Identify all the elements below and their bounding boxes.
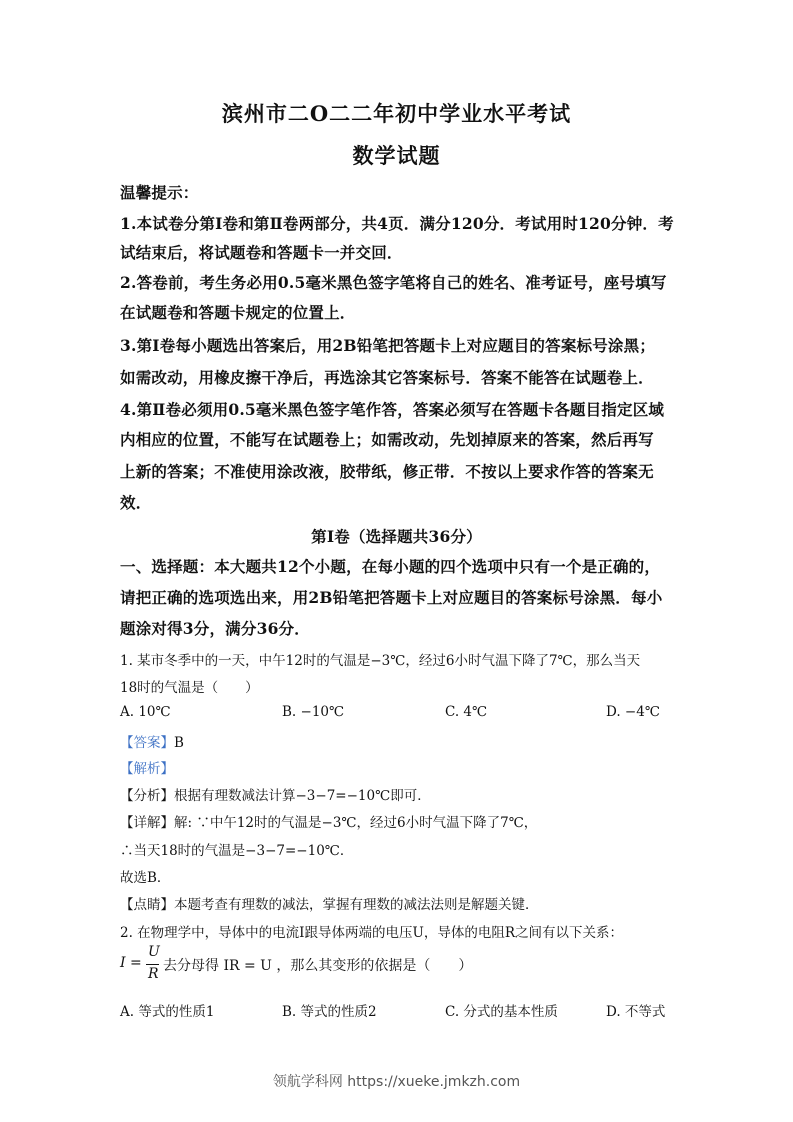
q1-answer	[120, 731, 680, 751]
section-intro: 一、选择题：本大题共12个小题，在每小题的四个选项中只有一个是正确的，	[120, 557, 661, 576]
q1-analysis-line: 故选B．	[120, 870, 171, 886]
q2-option-d: D. 不等式	[606, 1004, 666, 1020]
answer-tag: 【答案】	[120, 735, 174, 751]
q1-option-c: C. 4℃	[445, 704, 488, 720]
notice-line: 内相应的位置，不能写在试题卷上；如需改动，先划掉原来的答案，然后再写	[120, 430, 654, 449]
notice-line: 试结束后，将试题卷和答题卡一并交回．	[120, 243, 403, 262]
formula-lhs: I =	[120, 955, 142, 971]
notice-line: 在试题卷和答题卡规定的位置上．	[120, 303, 356, 322]
notice-line: 2.答卷前，考生务必用0.5毫米黑色签字笔将自己的姓名、准考证号，座号填写	[120, 273, 667, 292]
footer-watermark: 领航学科网 https://xueke.jmkzh.com	[272, 1074, 521, 1090]
page-title: 滨州市二O二二年初中学业水平考试	[221, 101, 572, 126]
section-intro: 请把正确的选项选出来，用2B铅笔把答题卡上对应题目的答案标号涂黑．每小	[120, 588, 663, 607]
answer-value: B	[174, 735, 184, 751]
notice-line: 如需改动，用橡皮擦干净后，再选涂其它答案标号．答案不能答在试题卷上．	[120, 368, 654, 387]
notice-line: 1.本试卷分第Ⅰ卷和第Ⅱ卷两部分，共4页．满分120分．考试用时120分钟．考	[120, 214, 674, 233]
q1-analysis-line: 【点睛】本题考查有理数的减法，掌握有理数的减法法则是解题关键．	[120, 897, 539, 913]
q2-option-b: B. 等式的性质2	[282, 1004, 377, 1020]
q1-option-d: D. −4℃	[606, 704, 660, 720]
q2-stem: 2. 在物理学中，导体中的电流Ⅰ跟导体两端的电压U，导体的电阻R之间有以下关系：	[120, 925, 624, 941]
section-intro: 题涂对得3分，满分36分．	[120, 619, 310, 638]
analysis-tag: 【解析】	[120, 761, 174, 777]
notice-heading: 温馨提示：	[120, 183, 199, 202]
notice-line: 4.第Ⅱ卷必须用0.5毫米黑色签字笔作答，答案必须写在答题卡各题目指定区域	[120, 400, 665, 419]
notice-line: 效．	[120, 493, 152, 512]
q1-stem: 18时的气温是（ ）	[120, 680, 259, 696]
q2-option-a: A. 等式的性质1	[120, 1004, 215, 1020]
q1-stem: 1. 某市冬季中的一天，中午12时的气温是−3℃，经过6小时气温下降了7℃，那么当天	[120, 653, 641, 669]
q2-option-c: C. 分式的基本性质	[445, 1004, 558, 1020]
q1-option-b: B. −10℃	[282, 704, 345, 720]
notice-line: 上新的答案；不准使用涂改液，胶带纸，修正带．不按以上要求作答的答案无	[120, 462, 654, 481]
formula-denominator: R	[148, 966, 159, 982]
section-title: 第Ⅰ卷（选择题共36分）	[311, 527, 482, 546]
page-subtitle: 数学试题	[352, 143, 441, 168]
formula-rest: 去分母得 IR = U ，那么其变形的依据是（ ）	[163, 958, 473, 974]
formula-numerator: U	[148, 944, 160, 960]
q1-option-a: A. 10℃	[120, 704, 171, 720]
q1-analysis-line: ∴当天18时的气温是−3−7=−10℃．	[120, 843, 354, 859]
q1-analysis-line: 【详解】解: ∵中午12时的气温是−3℃，经过6小时气温下降了7℃，	[120, 815, 538, 831]
notice-line: 3.第Ⅰ卷每小题选出答案后，用2B铅笔把答题卡上对应题目的答案标号涂黑；	[120, 336, 656, 355]
fraction-bar	[146, 964, 159, 965]
q1-analysis-line: 【分析】根据有理数减法计算−3−7=−10℃即可．	[120, 788, 431, 804]
